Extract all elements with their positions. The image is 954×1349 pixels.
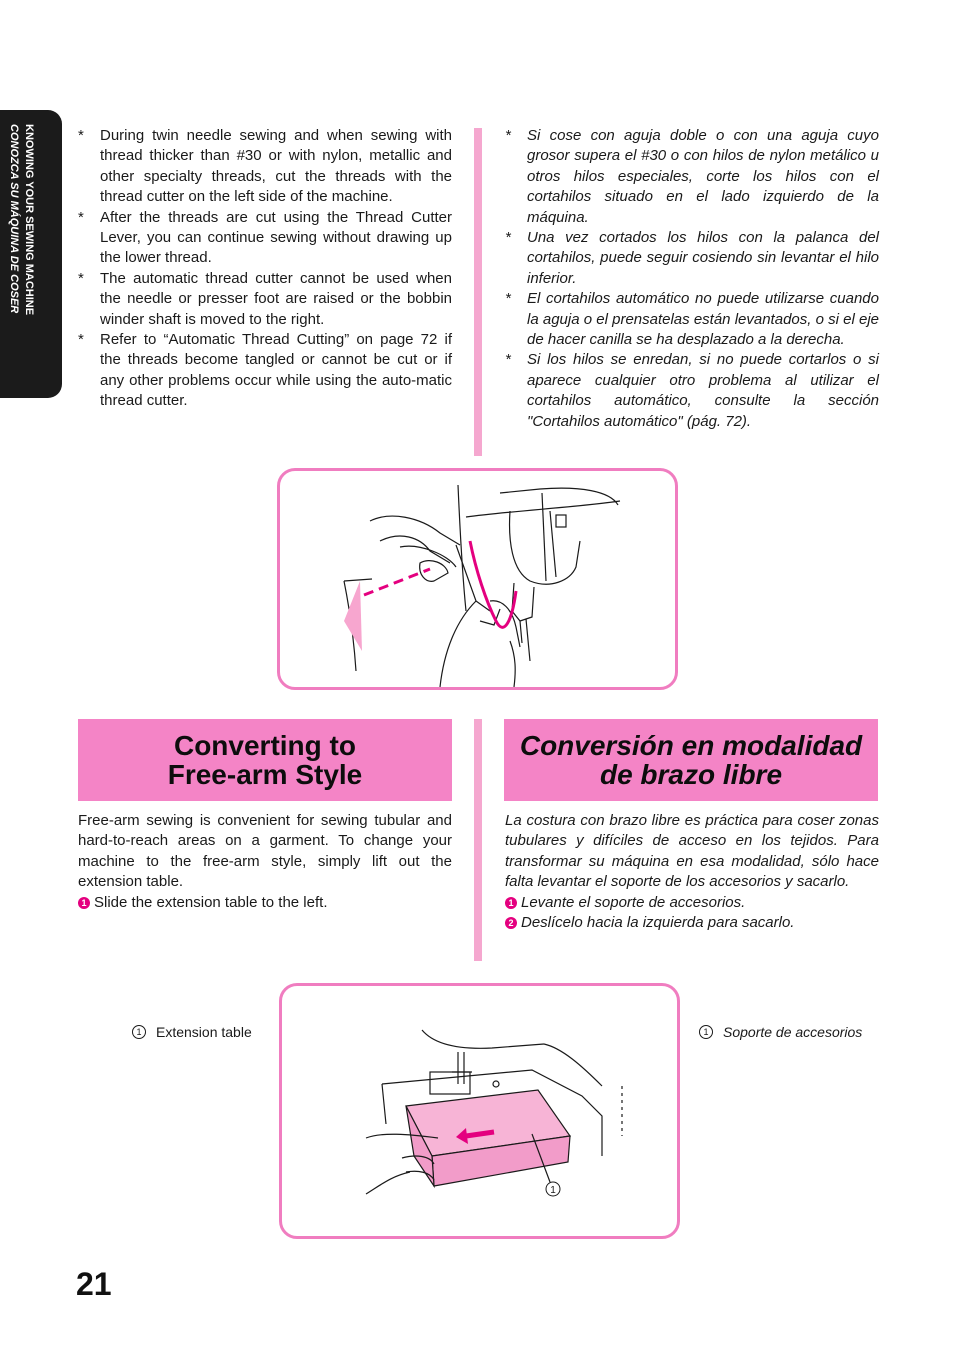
section-title-en-line2: Free-arm Style [167,759,363,790]
note-item: * During twin needle sewing and when sewing with thread thicker than #30 or with nylon, metallic and other specialty threads, cut the threads with the thread cutter on the left side of the machine. [78,126,452,208]
extension-table-figure [279,983,680,1239]
step-number-badge: 1 [505,897,517,909]
step-item [505,893,879,913]
note-item: * Una vez cortados los hilos con la palanca del cortahilos, puede seguir cosiendo sin levantar el hilo inferior. [505,228,879,289]
step-item [505,913,879,933]
section-title-en [168,731,363,789]
note-item: * Refer to “Automatic Thread Cutting” on page 72 if the threads become tangled or cannot be cut or if any other problems occur while using the auto-matic thread cutter. [78,330,452,412]
section-title-es-line1: Conversión en modalidad [519,730,863,761]
step-text: Slide the extension table to the left. [94,893,328,911]
figure-callout-number: 1 [550,1185,556,1196]
section-title-es [520,731,862,789]
english-notes-list [78,126,452,412]
intro-paragraph: Free-arm sewing is convenient for sewing tubular and hard-to-reach areas on a garment. To change your machine to the free-arm style, simply lift out the extension table. [78,812,452,891]
step-number-badge: 2 [505,917,517,929]
side-tab-text [6,124,36,315]
callout-text: Soporte de accesorios [723,1024,863,1040]
step-text: Levante el soporte de accesorios. [521,893,746,911]
english-section-body [78,811,452,913]
note-item: * The automatic thread cutter cannot be used when the needle or presser foot are raised or the bobbin winder shaft is moved to the right. [78,269,452,330]
intro-paragraph: La costura con brazo libre es práctica para coser zonas tubulares y difíciles de acceso en los tejidos. Para transformar su máquina en esa modalidad, sólo hace falta levantar el soporte de los accesorios y sacarlo. [505,812,879,891]
step-text: Deslícelo hacia la izquierda para sacarlo. [521,914,795,932]
column-divider [474,128,482,456]
section-title-es-line2: de brazo libre [599,759,783,790]
spanish-section-body [505,811,879,933]
side-tab-line-en: KNOWING YOUR SEWING MACHINE [23,124,35,316]
note-item: * El cortahilos automático no puede utilizarse cuando la aguja o el prensatelas están levantados, o si el eje de hacer canilla se ha desplazado a la derecha. [505,289,879,350]
thread-cutter-figure [277,468,678,690]
heading-box-en [78,719,452,801]
step-item [78,893,452,913]
section-title-en-line1: Converting to [173,730,356,761]
thread-cutter-illustration [280,471,675,687]
note-item: * After the threads are cut using the Thread Cutter Lever, you can continue sewing without drawing up the lower thread. [78,208,452,269]
note-item: * Si los hilos se enredan, si no puede cortarlos o si aparece cualquier otro problema al utilizar el cortahilos automático, consulte la sección "Cortahilos automático" (pág. 72). [505,350,879,432]
step-number-badge: 1 [78,897,90,909]
spanish-notes-list [505,126,879,432]
callout-number: 1 [132,1025,146,1039]
callout-en [132,1024,252,1040]
callout-number: 1 [699,1025,713,1039]
note-item: * Si cose con aguja doble o con una aguja cuyo grosor supera el #30 o con hilos de nylon metálico u otros hilos especiales, corte los hilos con el cortahilos situado en el lado izquierdo de la máquina. [505,126,879,228]
callout-es [699,1024,862,1040]
page-number: 21 [76,1266,112,1302]
callout-text: Extension table [156,1024,252,1040]
heading-box-es [504,719,878,801]
extension-table-illustration [282,986,677,1236]
side-tab-line-es: CONOZCA SU MÁQUINA DE COSER [8,124,20,314]
spanish-notes [505,126,879,432]
english-notes [78,126,452,412]
column-divider [474,719,482,961]
